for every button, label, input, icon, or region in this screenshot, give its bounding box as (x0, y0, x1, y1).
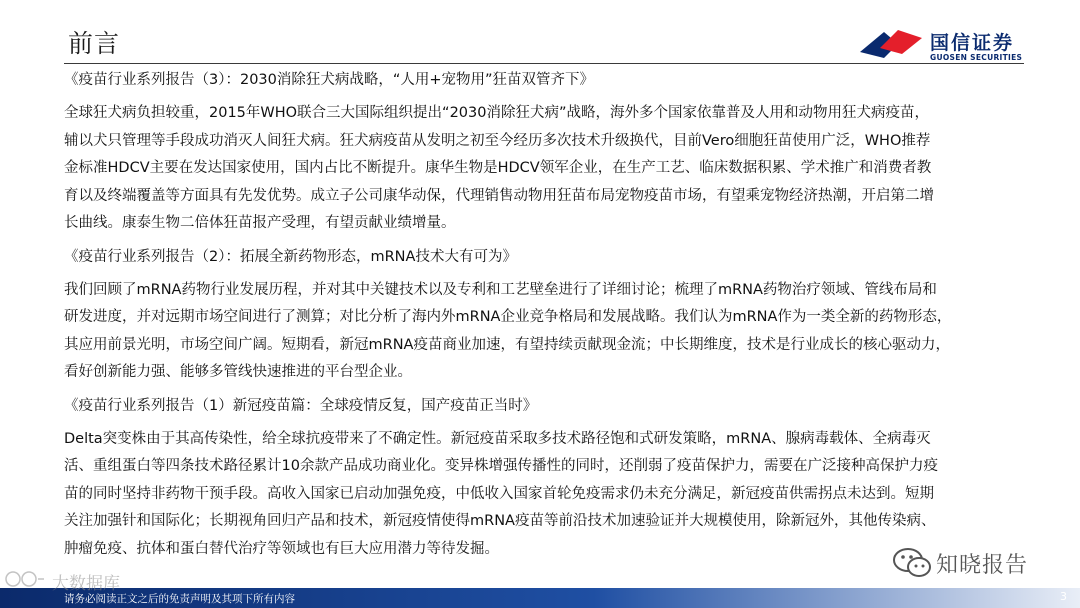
summary-line: 育以及终端覆盖等方面具有先发优势。成立子公司康华动保，代理销售动物用狂苗布局宠物疫苗市场，有望乘宠物经济热潮，开启第二增 (64, 187, 934, 204)
summary-line: 活、重组蛋白等四条技术路径累计10余款产品成功商业化。变异株增强传播性的同时，还削弱了疫苗保护力，需要在广泛接种高保护力疫 (64, 458, 938, 474)
report-summary-list (64, 66, 1022, 563)
guosen-logo-mark-icon (858, 24, 924, 62)
summary-line: 苗的同时坚持非药物干预手段。高收入国家已启动加强免疫，中低收入国家首轮免疫需求仍未充分满足，新冠疫苗供需拐点未达到。短期 (64, 485, 934, 502)
page-number: 3 (1060, 590, 1067, 603)
summary-line: 研发进度，并对远期市场空间进行了测算；对比分析了海内外mRNA企业竞争格局和发展战略。我们认为mRNA作为一类全新的药物形态， (64, 309, 952, 325)
report-section-1 (64, 392, 1022, 564)
wechat-icon (892, 546, 932, 580)
header-divider (64, 63, 1024, 64)
footer-disclaimer: 请务必阅读正文之后的免责声明及其项下所有内容 (64, 593, 295, 605)
page-title: 前言 (68, 29, 121, 58)
brand-name-en: GUOSEN SECURITIES (930, 53, 1023, 62)
watermark-right (892, 546, 1052, 586)
summary-line: 关注加强针和国际化；长期视角回归产品和技术，新冠疫情使得mRNA疫苗等前沿技术加速验证并大规模使用，除新冠外，其他传染病、 (64, 513, 936, 529)
watermark-left-icon (4, 570, 46, 588)
report-title: 《疫苗行业系列报告（2）：拓展全新药物形态，mRNA技术大有可为》 (64, 248, 517, 265)
summary-line: 我们回顾了mRNA药物行业发展历程，并对其中关键技术以及专利和工艺壁垒进行了详细讨论；梳理了mRNA药物治疗领域、管线布局和 (64, 281, 937, 298)
report-section-3 (64, 66, 1022, 243)
summary-line: 辅以犬只管理等手段成功消灭人间狂犬病。狂犬病疫苗从发明之初至今经历多次技术升级换代，目前Vero细胞狂苗使用广泛，WHO推荐 (64, 132, 931, 149)
summary-line: 全球狂犬病负担较重，2015年WHO联合三大国际组织提出“2030消除狂犬病”战略，海外多个国家依靠普及人用和动物用狂犬病疫苗， (64, 105, 929, 121)
guosen-logo (858, 24, 1058, 66)
brand-name-cn: 国信证券 (930, 32, 1015, 54)
summary-line: 其应用前景光明，市场空间广阔。短期看，新冠mRNA疫苗商业加速，有望持续贡献现金流；中长期维度，技术是行业成长的核心驱动力， (64, 336, 950, 353)
summary-line: 看好创新能力强、能够多管线快速推进的平台型企业。 (64, 364, 412, 380)
watermark-right-text: 知晓报告 (936, 553, 1029, 578)
summary-line: 肿瘤免疫、抗体和蛋白替代治疗等领域也有巨大应用潜力等待发掘。 (64, 540, 499, 557)
summary-line: 金标准HDCV主要在发达国家使用，国内占比不断提升。康华生物是HDCV领军企业，在生产工艺、临床数据积累、学术推广和消费者教 (64, 160, 932, 176)
report-summary (64, 277, 1022, 387)
page-header (0, 0, 1080, 66)
report-section-2 (64, 243, 1022, 392)
report-summary (64, 100, 1022, 238)
summary-line: 长曲线。康泰生物二倍体狂苗报产受理，有望贡献业绩增量。 (64, 215, 456, 231)
summary-line: Delta突变株由于其高传染性，给全球抗疫带来了不确定性。新冠疫苗采取多技术路径饱和式研发策略，mRNA、腺病毒载体、全病毒灭 (64, 430, 931, 447)
report-title: 《疫苗行业系列报告（3）：2030消除狂犬病战略，“人用+宠物用”狂苗双管齐下》 (64, 72, 595, 88)
watermark-left-text: 大数据库 (52, 574, 120, 594)
report-summary (64, 426, 1022, 564)
report-title: 《疫苗行业系列报告（1）新冠疫苗篇：全球疫情反复，国产疫苗正当时》 (64, 397, 538, 414)
